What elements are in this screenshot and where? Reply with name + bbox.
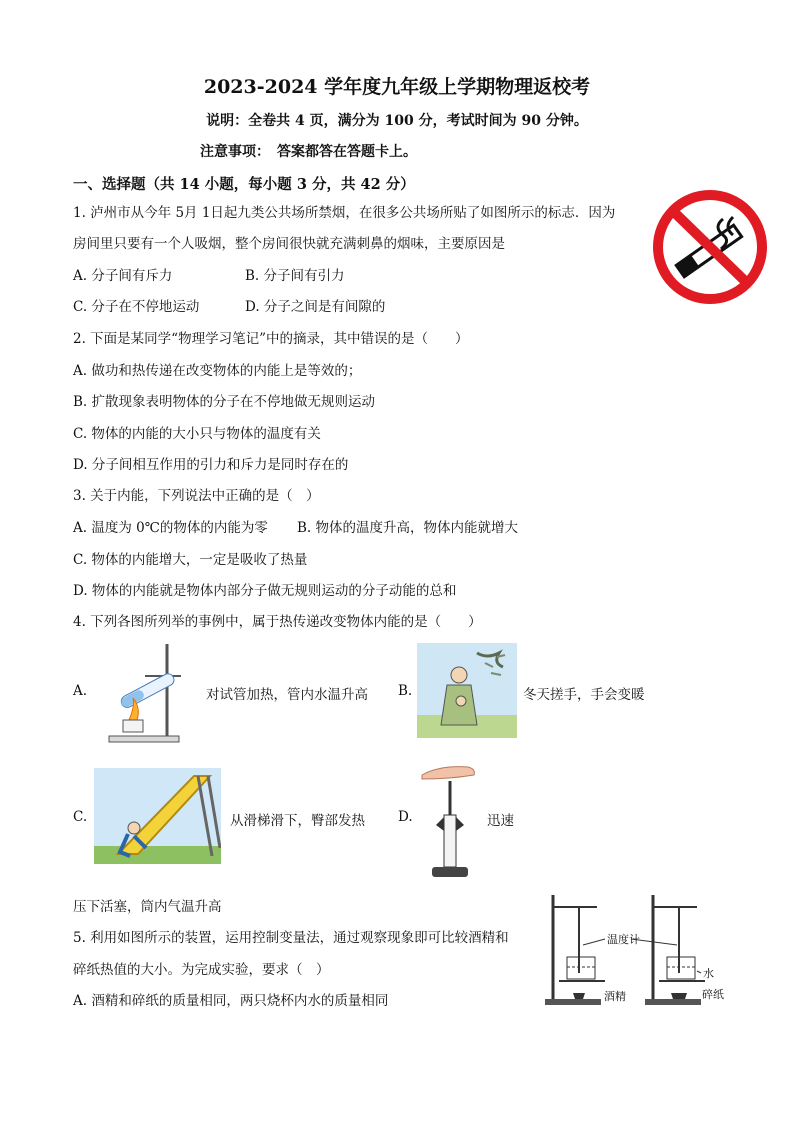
q4-option-a-text: 对试管加热，管内水温升高 (206, 687, 368, 703)
q3-option-c: C. 物体的内能增大，一定是吸收了热量 (73, 552, 308, 568)
q3-option-a: A. 温度为 0℃的物体的内能为零 (73, 520, 268, 536)
q2-option-b: B. 扩散现象表明物体的分子在不停地做无规则运动 (73, 394, 376, 410)
q1-option-d: D. 分子之间是有间隙的 (245, 299, 386, 315)
q4-option-c-letter: C. (73, 809, 88, 825)
q4-option-a-letter: A. (73, 683, 88, 699)
q4-option-b-text: 冬天搓手，手会变暖 (523, 687, 645, 703)
q4-option-d-continued: 压下活塞，筒内气温升高 (73, 899, 222, 915)
page-title: 2023-2024 学年度九年级上学期物理返校考 (203, 76, 591, 98)
thermometer-label: 温度计 (607, 933, 640, 946)
rubbing-hands-figure (417, 643, 517, 738)
q1-stem-line1: 1. 泸州市从今年 5月 1日起九类公共场所禁烟，在很多公共场所贴了如图所示的标志．因为 (73, 205, 616, 221)
q4-option-c-text: 从滑梯滑下，臀部发热 (230, 813, 365, 829)
q2-option-d: D. 分子间相互作用的引力和斥力是同时存在的 (73, 457, 349, 473)
q4-stem: 4. 下列各图所列举的事例中，属于热传递改变物体内能的是（ ） (73, 614, 482, 630)
section-heading: 一、选择题（共 14 小题，每小题 3 分，共 42 分） (73, 176, 415, 193)
water-label: 水 (703, 967, 714, 980)
no-smoking-icon (651, 189, 769, 305)
q2-option-c: C. 物体的内能的大小只与物体的温度有关 (73, 426, 321, 442)
q1-option-a: A. 分子间有斥力 (73, 268, 173, 284)
q3-option-d: D. 物体的内能就是物体内部分子做无规则运动的分子动能的总和 (73, 583, 457, 599)
q2-stem: 2. 下面是某同学“物理学习笔记”中的摘录，其中错误的是（ ） (73, 331, 469, 347)
paper-label: 碎纸 (702, 988, 724, 1001)
test-tube-heating-figure (105, 640, 187, 744)
q1-option-b: B. 分子间有引力 (245, 268, 345, 284)
q3-stem: 3. 关于内能，下列说法中正确的是（ ） (73, 488, 320, 504)
q5-stem-line1: 5. 利用如图所示的装置，运用控制变量法，通过观察现象即可比较酒精和 (73, 930, 509, 946)
exam-attention: 注意事项： 答案都答在答题卡上。 (200, 144, 417, 160)
exam-note: 说明：全卷共 4 页，满分为 100 分，考试时间为 90 分钟。 (206, 113, 588, 129)
q1-stem-line2: 房间里只要有一个人吸烟，整个房间很快就充满刺鼻的烟味，主要原因是 (73, 236, 505, 252)
q4-option-b-letter: B. (398, 683, 413, 699)
q2-option-a: A. 做功和热传递在改变物体的内能上是等效的； (73, 363, 362, 379)
slide-figure (94, 768, 221, 864)
alcohol-label: 酒精 (604, 990, 626, 1003)
q3-option-b: B. 物体的温度升高，物体内能就增大 (297, 520, 519, 536)
air-compression-figure (418, 745, 482, 885)
q4-option-d-letter: D. (398, 809, 413, 825)
q4-option-d-text: 迅速 (487, 813, 514, 829)
q1-option-c: C. 分子在不停地运动 (73, 299, 200, 315)
q5-option-a: A. 酒精和碎纸的质量相同，两只烧杯内水的质量相同 (73, 993, 389, 1009)
q5-stem-line2: 碎纸热值的大小。为完成实验，要求（ ） (73, 962, 330, 978)
